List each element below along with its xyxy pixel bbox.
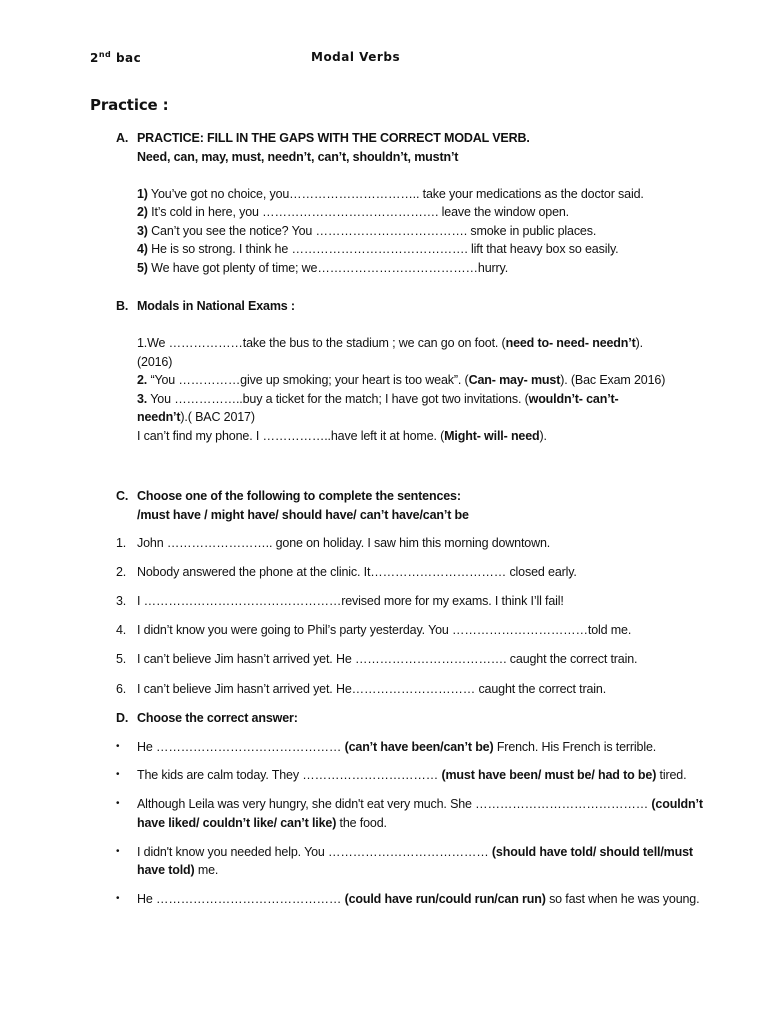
section-b-item-continued: needn’t).( BAC 2017) xyxy=(137,410,255,424)
section-c-item: I can’t believe Jim hasn’t arrived yet. He………………………… caught the correct train. xyxy=(137,682,607,696)
section-c-item: I can’t believe Jim hasn’t arrived yet. He ………………………………. caught the correct train. xyxy=(137,652,638,666)
grade-label: 2nd bac xyxy=(90,50,142,65)
section-c-number: 3. xyxy=(116,594,127,608)
section-c-options: /must have / might have/ should have/ can’t have/can’t be xyxy=(137,508,469,522)
bullet-icon: • xyxy=(116,798,120,809)
bullet-icon: • xyxy=(116,741,120,752)
section-d-item: He ……………………………………… (can’t have been/can’t be) French. His French is terrible. xyxy=(137,740,657,754)
section-c-number: 4. xyxy=(116,623,127,637)
section-d-item-continued: have liked/ couldn’t like/ can’t like) the food. xyxy=(137,816,387,830)
section-c-item: I …………………………………………revised more for my exams. I think I’ll fail! xyxy=(137,594,564,608)
section-c-item: I didn’t know you were going to Phil’s party yesterday. You ……………………………told me. xyxy=(137,623,632,637)
practice-heading: Practice : xyxy=(90,96,169,114)
section-d-item: Although Leila was very hungry, she didn't eat very much. She …………………………………… (couldn’t xyxy=(137,797,703,811)
section-b-heading: Modals in National Exams : xyxy=(137,299,295,313)
section-c-item: Nobody answered the phone at the clinic. It…………………………… closed early. xyxy=(137,565,577,579)
section-c-heading: Choose one of the following to complete the sentences: xyxy=(137,489,461,503)
section-c-number: 2. xyxy=(116,565,127,579)
section-a-options: Need, can, may, must, needn’t, can’t, shouldn’t, mustn’t xyxy=(137,150,459,164)
page-title: Modal Verbs xyxy=(311,50,401,64)
bullet-icon: • xyxy=(116,893,120,904)
section-d-item-continued: have told) me. xyxy=(137,863,219,877)
section-b-item: 3. You ……………..buy a ticket for the match; I have got two invitations. (wouldn’t- can’t- xyxy=(137,392,619,406)
section-c-number: 1. xyxy=(116,536,127,550)
section-d-item: He ……………………………………… (could have run/could run/can run) so fast when he was young. xyxy=(137,892,700,906)
section-b-item: 2. “You ……………give up smoking; your heart is too weak”. (Can- may- must). (Bac Exam 2016) xyxy=(137,373,666,387)
section-a-item: 1) You’ve got no choice, you………………………….. take your medications as the doctor said. xyxy=(137,187,644,201)
section-c-item: John …………………….. gone on holiday. I saw him this morning downtown. xyxy=(137,536,551,550)
section-d-item: The kids are calm today. They …………………………… (must have been/ must be/ had to be) tired. xyxy=(137,768,687,782)
section-a-item: 2) It’s cold in here, you ……………………………………. leave the window open. xyxy=(137,205,570,219)
bullet-icon: • xyxy=(116,846,120,857)
section-d-heading: Choose the correct answer: xyxy=(137,711,298,725)
section-d-item: I didn't know you needed help. You ………………………………… (should have told/ should tell/must xyxy=(137,845,693,859)
section-d-marker: D. xyxy=(116,711,129,725)
section-b-marker: B. xyxy=(116,299,129,313)
bullet-icon: • xyxy=(116,769,120,780)
section-c-number: 5. xyxy=(116,652,127,666)
section-b-year: (2016) xyxy=(137,355,173,369)
section-a-heading: PRACTICE: FILL IN THE GAPS WITH THE CORRECT MODAL VERB. xyxy=(137,131,530,145)
section-c-number: 6. xyxy=(116,682,127,696)
section-a-marker: A. xyxy=(116,131,129,145)
section-a-item: 4) He is so strong. I think he ……………………………………. lift that heavy box so easily. xyxy=(137,242,619,256)
section-a-item: 5) We have got plenty of time; we…………………………………hurry. xyxy=(137,261,509,275)
section-c-marker: C. xyxy=(116,489,129,503)
section-b-item: 1.We ………………take the bus to the stadium ; we can go on foot. (need to- need- needn’t). xyxy=(137,336,643,350)
section-b-item: I can’t find my phone. I ……………..have left it at home. (Might- will- need). xyxy=(137,429,547,443)
section-a-item: 3) Can’t you see the notice? You ………………………………. smoke in public places. xyxy=(137,224,597,238)
